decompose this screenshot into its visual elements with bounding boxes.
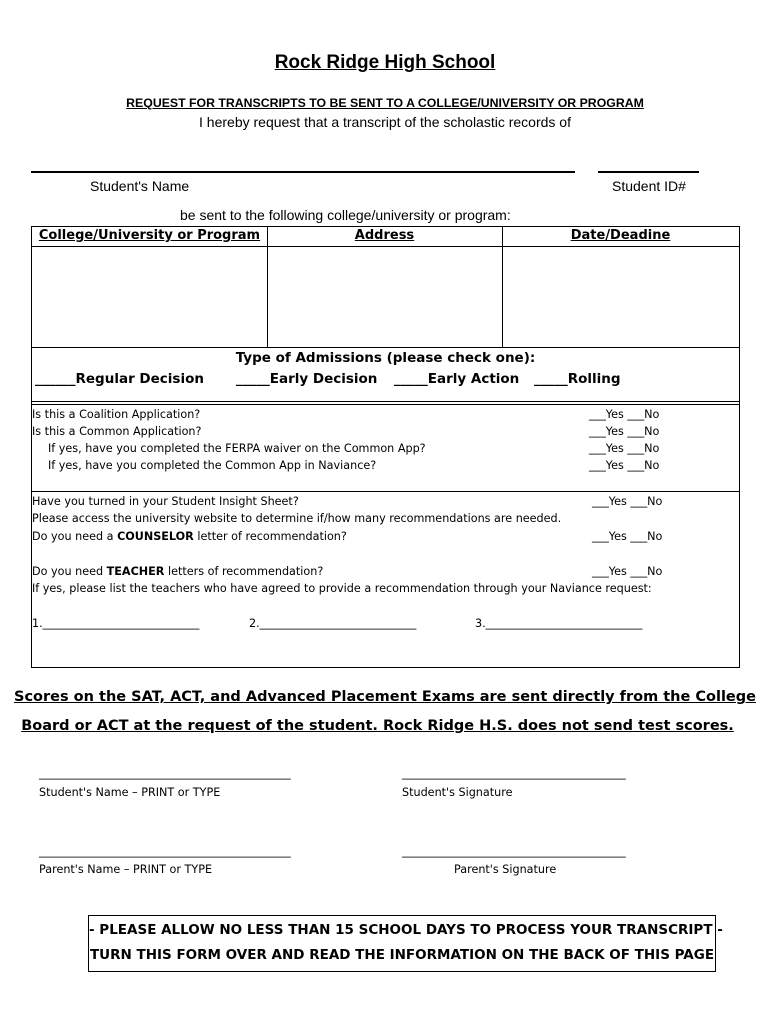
score-notice-line-2: Board or ACT at the request of the student. Rock Ridge H.S. does not send test scores. [21, 718, 734, 734]
teacher-list-text: If yes, please list the teachers who have agreed to provide a recommendation through your Naviance request: [32, 582, 652, 595]
section-divider [32, 404, 739, 405]
teacher-question: Do you need TEACHER letters of recommendation? [32, 565, 324, 578]
parent-name-print-label: Parent's Name – PRINT or TYPE [39, 863, 213, 876]
student-name-label: Student's Name [90, 178, 190, 194]
coalition-question: Is this a Coalition Application? [32, 408, 201, 421]
parent-name-print-line[interactable]: _____________________________________________ [39, 845, 291, 858]
page-title: Rock Ridge High School [274, 52, 496, 73]
option-early-decision[interactable]: _____Early Decision [236, 371, 378, 387]
student-signature-label: Student's Signature [402, 786, 513, 799]
common-question: Is this a Common Application? [32, 425, 202, 438]
student-signature-line[interactable]: ________________________________________ [402, 767, 626, 780]
deadline-cell[interactable] [504, 248, 738, 346]
student-name-print-line[interactable]: _____________________________________________ [39, 767, 291, 780]
column-divider [267, 227, 268, 347]
coalition-yes-no[interactable]: ___Yes ___No [589, 408, 660, 421]
score-notice-line-1: Scores on the SAT, ACT, and Advanced Placement Exams are sent directly from the College [14, 689, 756, 705]
college-cell[interactable] [33, 248, 266, 346]
processing-notice-line-1: - PLEASE ALLOW NO LESS THAN 15 SCHOOL DAYS TO PROCESS YOUR TRANSCRIPT - [89, 922, 723, 938]
questions-section [31, 401, 740, 668]
counselor-yes-no[interactable]: ___Yes ___No [592, 530, 663, 543]
student-id-label: Student ID# [612, 178, 686, 194]
college-table [31, 226, 740, 348]
teacher-field-2[interactable]: 2.____________________________ [249, 617, 417, 630]
processing-notice-line-2: TURN THIS FORM OVER AND READ THE INFORMATION ON THE BACK OF THIS PAGE [89, 947, 715, 963]
insight-yes-no[interactable]: ___Yes ___No [592, 495, 663, 508]
request-text: I hereby request that a transcript of the scholastic records of [199, 114, 571, 130]
sent-to-text: be sent to the following college/university or program: [180, 207, 511, 223]
form-subtitle: REQUEST FOR TRANSCRIPTS TO BE SENT TO A COLLEGE/UNIVERSITY OR PROGRAM [126, 96, 644, 110]
naviance-yes-no[interactable]: ___Yes ___No [589, 459, 660, 472]
column-header-college: College/University or Program [38, 228, 261, 243]
common-yes-no[interactable]: ___Yes ___No [589, 425, 660, 438]
naviance-question: If yes, have you completed the Common App in Naviance? [48, 459, 377, 472]
section-divider [32, 491, 739, 492]
address-cell[interactable] [269, 248, 501, 346]
column-header-address: Address [354, 228, 415, 243]
parent-signature-label: Parent's Signature [454, 863, 557, 876]
access-text: Please access the university website to determine if/how many recommendations are needed. [32, 512, 562, 525]
column-divider [502, 227, 503, 347]
processing-notice-box [88, 915, 723, 972]
option-rolling[interactable]: _____Rolling [534, 371, 621, 387]
table-header-divider [32, 246, 739, 247]
counselor-question: Do you need a COUNSELOR letter of recommendation? [32, 530, 347, 543]
teacher-field-1[interactable]: 1.____________________________ [32, 617, 200, 630]
ferpa-question: If yes, have you completed the FERPA waiver on the Common App? [48, 442, 426, 455]
parent-signature-line[interactable]: ________________________________________ [402, 845, 626, 858]
student-name-line[interactable] [31, 171, 575, 173]
teacher-field-3[interactable]: 3.____________________________ [475, 617, 643, 630]
admissions-heading: Type of Admissions (please check one): [235, 350, 536, 366]
insight-question: Have you turned in your Student Insight Sheet? [32, 495, 299, 508]
teacher-yes-no[interactable]: ___Yes ___No [592, 565, 663, 578]
option-early-action[interactable]: _____Early Action [394, 371, 520, 387]
admissions-section [31, 346, 740, 402]
option-regular-decision[interactable]: ______Regular Decision [35, 371, 204, 387]
column-header-deadline: Date/Deadine [570, 228, 671, 243]
student-name-print-label: Student's Name – PRINT or TYPE [39, 786, 221, 799]
student-id-line[interactable] [598, 171, 699, 173]
ferpa-yes-no[interactable]: ___Yes ___No [589, 442, 660, 455]
